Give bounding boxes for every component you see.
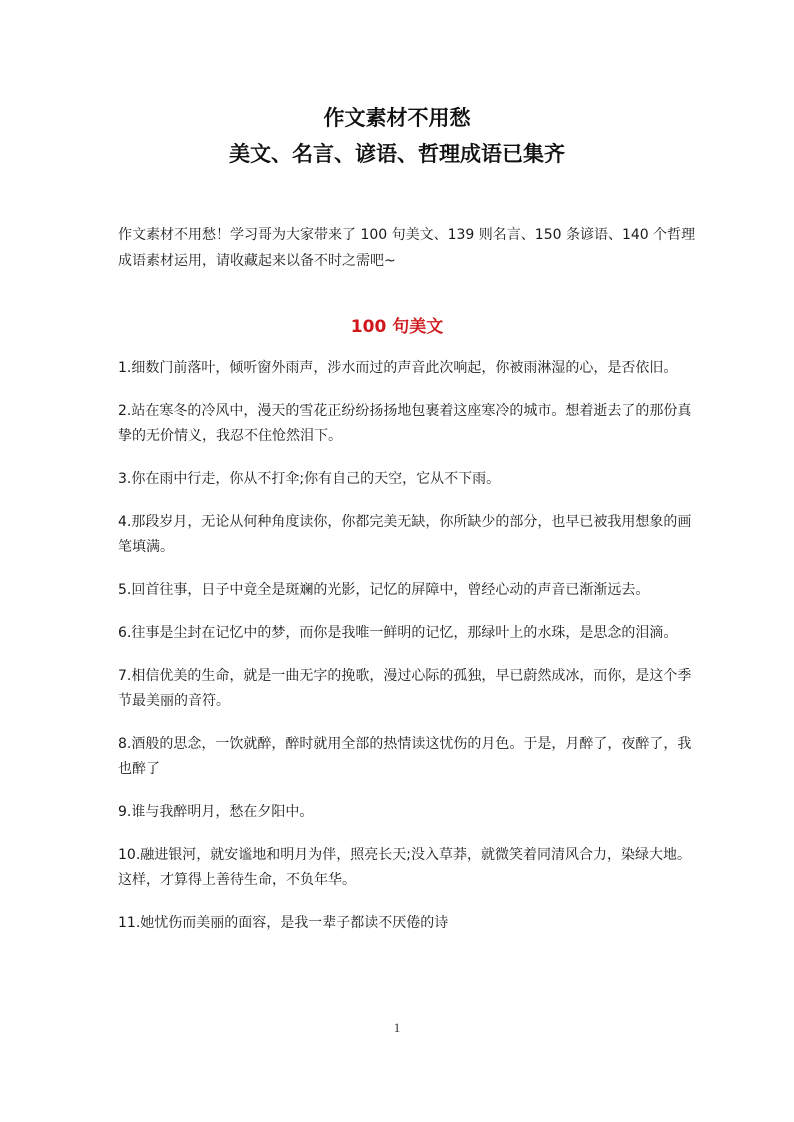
- list-item: 3.你在雨中行走，你从不打伞;你有自己的天空，它从不下雨。: [118, 471, 501, 487]
- list-item: 6.往事是尘封在记忆中的梦，而你是我唯一鲜明的记忆，那绿叶上的水珠，是思念的泪滴。: [118, 625, 678, 641]
- intro-paragraph: 作文素材不用愁！学习哥为大家带来了 100 句美文、139 则名言、150 条谚语、140 个哲理成语素材运用，请收藏起来以备不时之需吧~: [118, 227, 696, 269]
- page-number: 1: [393, 1020, 401, 1035]
- list-item: 8.酒般的思念，一饮就醉，醉时就用全部的热情读这忧伤的月色。于是，月醉了，夜醉了，我也醉了: [118, 736, 692, 777]
- list-item: 1.细数门前落叶，倾听窗外雨声，涉水而过的声音此次响起，你被雨淋湿的心，是否依旧。: [118, 360, 678, 376]
- list-item: 7.相信优美的生命，就是一曲无字的挽歌，漫过心际的孤独，早已蔚然成冰，而你，是这个季节最美丽的音符。: [118, 668, 692, 709]
- list-item: 9.谁与我醉明月，愁在夕阳中。: [118, 804, 314, 820]
- list-item: 2.站在寒冬的冷风中，漫天的雪花正纷纷扬扬地包裹着这座寒冷的城市。想着逝去了的那份真挚的无价情义，我忍不住怆然泪下。: [118, 403, 692, 444]
- list-item: 5.回首往事，日子中竟全是斑斓的光影，记忆的屏障中，曾经心动的声音已渐渐远去。: [118, 582, 650, 598]
- list-item: 11.她忧伤而美丽的面容，是我一辈子都读不厌倦的诗: [118, 915, 449, 931]
- list-item: 4.那段岁月，无论从何种角度读你，你都完美无缺，你所缺少的部分，也早已被我用想象的画笔填满。: [118, 514, 692, 555]
- document-title: 作文素材不用愁: [323, 106, 471, 130]
- sentence-list: [118, 356, 698, 954]
- title-block: [0, 100, 794, 172]
- document-subtitle: 美文、名言、谚语、哲理成语已集齐: [229, 142, 565, 166]
- section-heading: 100 句美文: [350, 317, 444, 337]
- list-item: 10.融进银河，就安谧地和明月为伴，照亮长天;没入草莽，就微笑着同清风合力，染绿大地。这样，才算得上善待生命，不负年华。: [118, 847, 691, 888]
